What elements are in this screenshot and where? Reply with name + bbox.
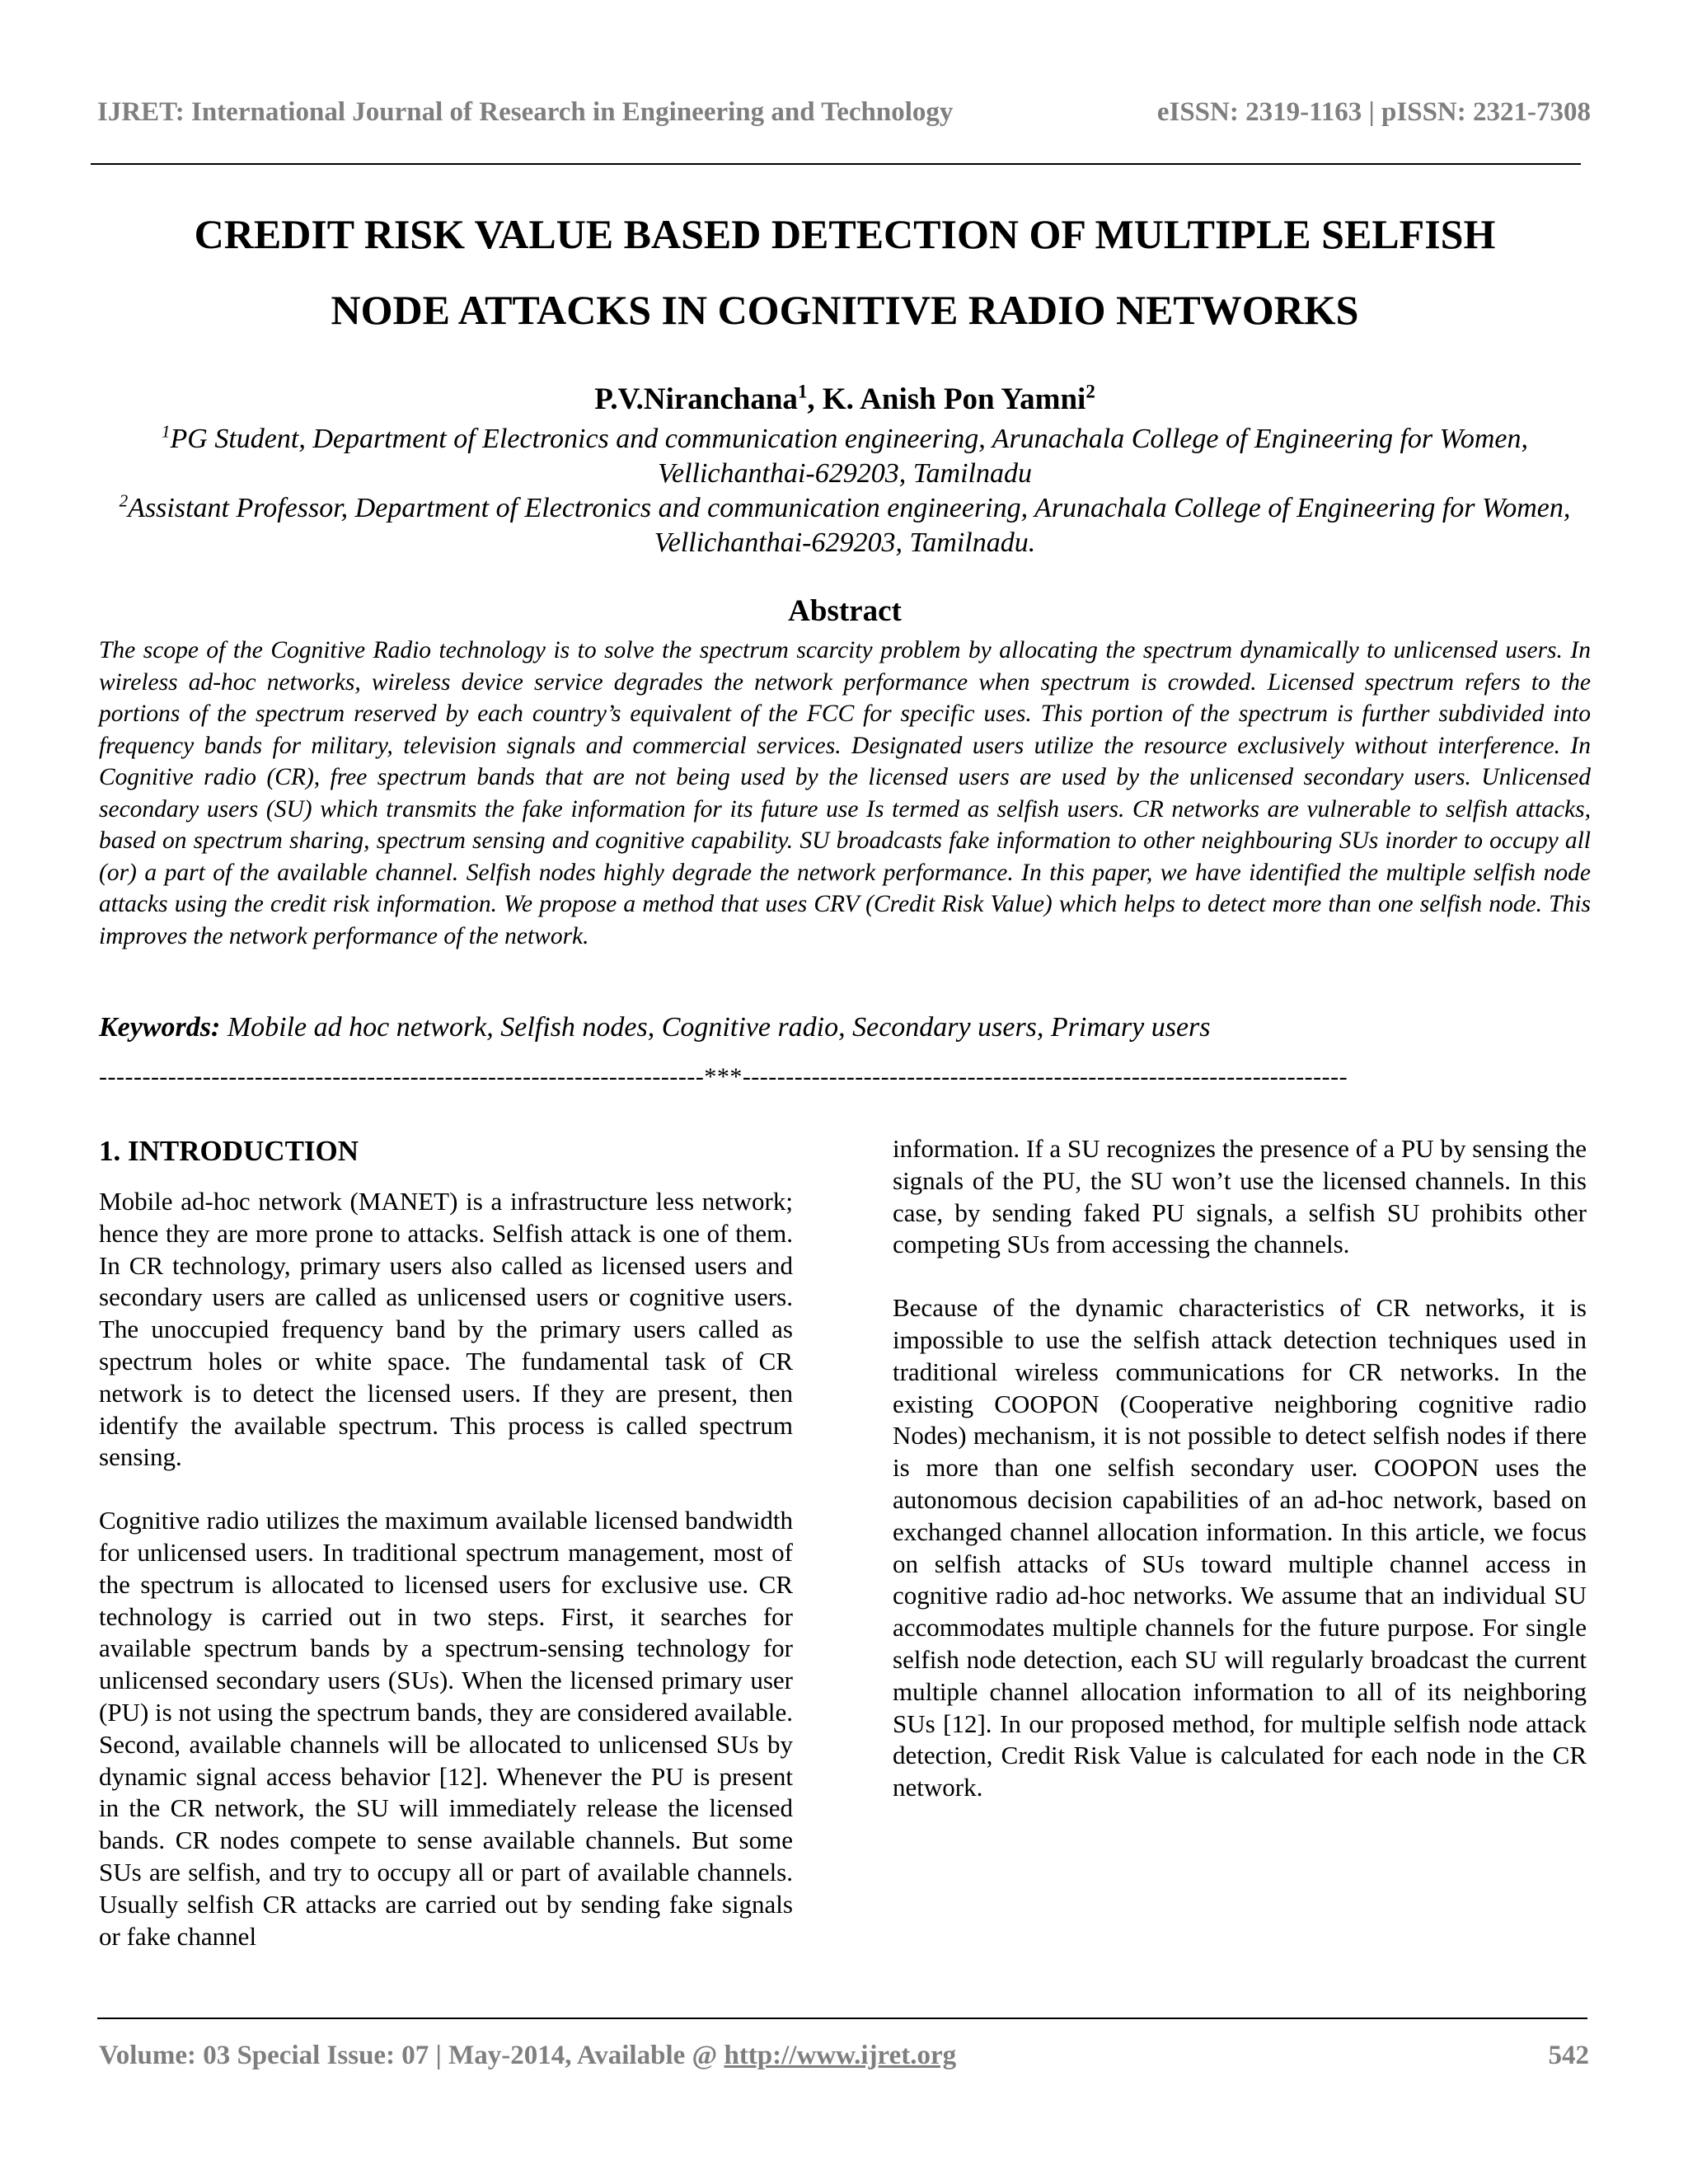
affiliation-2-mark: 2: [119, 490, 129, 511]
body-paragraph: Mobile ad-hoc network (MANET) is a infrastructure less network; hence they are more prone to attacks. Selfish attack is one of them. In CR technology, primary users also called as licensed users and secondary users are called as unlicensed users or cognitive users. The unoccupied frequency band by the primary users called as spectrum holes or white space. The fundamental task of CR network is to detect the licensed users. If they are present, then identify the available spectrum. This process is called spectrum sensing.: [99, 1187, 793, 1472]
abstract-heading: Abstract: [788, 594, 902, 628]
author-2-name: , K. Anish Pon Yamni: [807, 382, 1086, 416]
affiliation-2-text: Assistant Professor, Department of Electronics and communication engineering, Arunachala College of Engineering for Women, Vellichanthai-629203, Tamilnadu.: [128, 493, 1571, 558]
abstract-text: The scope of the Cognitive Radio technology is to solve the spectrum scarcity problem by allocating the spectrum dynamically to unlicensed users. In wireless ad-hoc networks, wireless device service degrades the network performance when spectrum is crowded. Licensed spectrum refers to the portions of the spectrum reserved by each country’s equivalent of the FCC for specific uses. This portion of the spectrum is further subdivided into frequency bands for military, television signals and commercial services. Designated users utilize the resource exclusively without interference. In Cognitive radio (CR), free spectrum bands that are not being used by the licensed users are used by the unlicensed secondary users. Unlicensed secondary users (SU) which transmits the fake information for its future use Is termed as selfish users. CR networks are vulnerable to selfish attacks, based on spectrum sharing, spectrum sensing and cognitive capability. SU broadcasts fake information to other neighbouring SUs inorder to occupy all (or) a part of the available channel. Selfish nodes highly degrade the network performance. In this paper, we have identified the multiple selfish node attacks using the credit risk information. We propose a method that uses CRV (Credit Risk Value) which helps to detect more than one selfish node. This improves the network performance of the network.: [99, 637, 1591, 949]
body-paragraph: information. If a SU recognizes the presence of a PU by sensing the signals of the PU, the SU won’t use the licensed channels. In this case, by sending faked PU signals, a selfish SU prohibits other competing SUs from accessing the channels.: [893, 1134, 1587, 1259]
author-1-mark: 1: [797, 381, 808, 402]
right-column: [893, 1133, 1587, 1804]
author-list: [91, 382, 1599, 417]
affiliation-1: [91, 422, 1599, 491]
author-2-mark: 2: [1085, 381, 1095, 402]
keywords-label: Keywords:: [99, 1012, 221, 1043]
issn-info: eISSN: 2319-1163 | pISSN: 2321-7308: [1156, 97, 1591, 127]
affiliation-1-text: PG Student, Department of Electronics and communication engineering, Arunachala College of Engineering for Women, Vellichanthai-629203, Tamilnadu: [170, 424, 1529, 489]
author-1-name: P.V.Niranchana: [594, 382, 798, 416]
paper-title: [91, 196, 1599, 348]
running-footer: [99, 2041, 1589, 2071]
volume-text: Volume: 03 Special Issue: 07 | May-2014, Available @: [99, 2041, 724, 2070]
footer-volume-info: [99, 2041, 956, 2071]
page-number: 542: [1548, 2041, 1589, 2070]
footer-divider: [97, 2018, 1587, 2019]
section-heading-introduction: 1. INTRODUCTION: [99, 1135, 359, 1167]
body-paragraph: Cognitive radio utilizes the maximum available licensed bandwidth for unlicensed users. In traditional spectrum management, most of the spectrum is allocated to licensed users for exclusive use. CR technology is carried out in two steps. First, it searches for available spectrum bands by a spectrum-sensing technology for unlicensed secondary users (SUs). When the licensed primary user (PU) is not using the spectrum bands, they are considered available. Second, available channels will be allocated to unlicensed SUs by dynamic signal access behavior [12]. Whenever the PU is present in the CR network, the SU will immediately release the licensed bands. CR nodes compete to sense available channels. But some SUs are selfish, and try to occupy all or part of available channels. Usually selfish CR attacks are carried out by sending fake signals or fake channel: [99, 1506, 793, 1951]
title-line-2: NODE ATTACKS IN COGNITIVE RADIO NETWORKS: [331, 287, 1359, 333]
left-column: [99, 1133, 793, 1952]
journal-name: IJRET: International Journal of Research in Engineering and Technology: [97, 97, 954, 127]
keywords: [99, 1012, 1591, 1043]
keywords-text: Mobile ad hoc network, Selfish nodes, Cognitive radio, Secondary users, Primary users: [220, 1012, 1211, 1043]
section-separator: ----------------------------------------------------------------------***----------------------------------------------------------------------: [99, 1063, 1348, 1090]
running-header: [97, 97, 1591, 128]
header-divider: [91, 163, 1581, 165]
title-line-1: CREDIT RISK VALUE BASED DETECTION OF MULTIPLE SELFISH: [194, 211, 1496, 257]
affiliation-2: [91, 491, 1599, 560]
body-paragraph: Because of the dynamic characteristics of CR networks, it is impossible to use the selfish attack detection techniques used in traditional wireless communications for CR networks. In the existing COOPON (Cooperative neighboring cognitive radio Nodes) mechanism, it is not possible to detect selfish nodes if there is more than one selfish secondary user. COOPON uses the autonomous decision capabilities of an ad-hoc network, based on exchanged channel allocation information. In this article, we focus on selfish attacks of SUs toward multiple channel access in cognitive radio ad-hoc networks. We assume that an individual SU accommodates multiple channels for the future purpose. For single selfish node detection, each SU will regularly broadcast the current multiple channel allocation information to all of its neighboring SUs [12]. In our proposed method, for multiple selfish node attack detection, Credit Risk Value is calculated for each node in the CR network.: [893, 1293, 1587, 1802]
journal-url-link[interactable]: http://www.ijret.org: [724, 2041, 957, 2070]
affiliation-1-mark: 1: [161, 421, 171, 442]
